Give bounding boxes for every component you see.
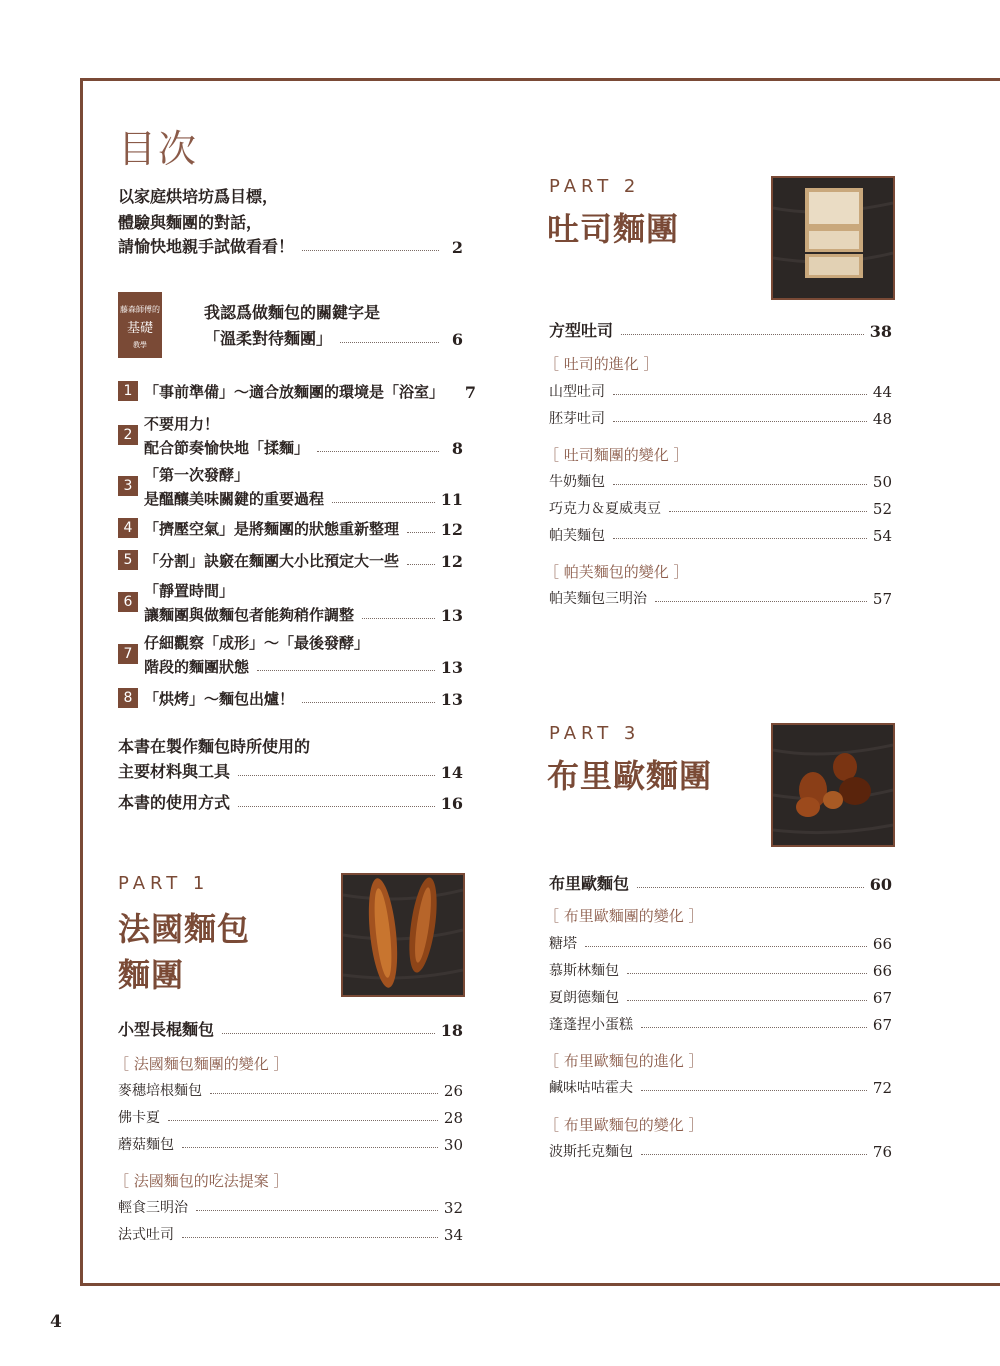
leader-dots xyxy=(655,600,867,602)
page-ref: 13 xyxy=(440,606,463,625)
leader-dots xyxy=(362,617,435,619)
page-ref: 7 xyxy=(464,383,477,402)
step-line-1: 仔細觀察「成形」〜「最後發酵」 xyxy=(144,634,370,652)
page-number: 4 xyxy=(50,1312,62,1332)
page-ref: 34 xyxy=(443,1226,463,1244)
leader-dots xyxy=(302,701,435,703)
toc-entry[interactable] xyxy=(549,1014,892,1034)
toast-photo xyxy=(771,176,895,300)
usage-label: 本書的使用方式 xyxy=(118,793,231,812)
baguette-photo xyxy=(341,873,465,997)
toc-entry[interactable] xyxy=(118,1107,463,1127)
toc-entry[interactable] xyxy=(549,960,892,980)
step-number-6: 6 xyxy=(118,592,138,612)
badge-bottom: 教學 xyxy=(133,341,147,349)
page-ref: 28 xyxy=(443,1109,463,1127)
badge-top: 藤森師傅的 xyxy=(120,305,160,314)
step-number-4: 4 xyxy=(118,518,138,538)
toc-entry-step-2[interactable] xyxy=(144,437,463,458)
badge-mid: 基礎 xyxy=(126,321,153,336)
leader-dots xyxy=(317,450,439,452)
step-number-8: 8 xyxy=(118,688,138,708)
leader-dots xyxy=(613,393,867,395)
page-ref: 30 xyxy=(443,1136,463,1154)
toc-entry-step-6[interactable] xyxy=(144,604,463,625)
leader-dots xyxy=(182,1146,438,1148)
step-label: 「擠壓空氣」是將麵團的狀態重新整理 xyxy=(144,520,400,538)
page-ref: 12 xyxy=(440,552,463,571)
page-ref: 13 xyxy=(440,690,463,709)
part3-title: 布里歐麵團 xyxy=(547,757,713,795)
leader-dots xyxy=(613,483,867,485)
leader-dots xyxy=(238,805,435,807)
toc-entry[interactable] xyxy=(118,1080,463,1100)
leader-dots xyxy=(641,1153,867,1155)
toc-entry[interactable] xyxy=(549,471,892,491)
page-ref: 16 xyxy=(440,794,463,813)
entry-label: 蓬蓬捏小蛋糕 xyxy=(549,1017,633,1033)
page-ref: 76 xyxy=(872,1143,892,1161)
entry-label: 胚芽吐司 xyxy=(549,411,605,427)
toc-entry-part1-main[interactable] xyxy=(118,1017,463,1040)
page-ref: 14 xyxy=(440,763,463,782)
part1-title-line-1: 法國麵包 xyxy=(118,910,251,948)
entry-label: 慕斯林麵包 xyxy=(549,963,619,979)
entry-label: 夏朗德麵包 xyxy=(549,990,619,1006)
part2-section-1: ［ 吐司的進化 ］ xyxy=(544,355,659,373)
part2-title: 吐司麵團 xyxy=(547,210,680,248)
step-label: 階段的麵團狀態 xyxy=(144,658,250,676)
toc-entry[interactable] xyxy=(118,1197,463,1217)
entry-label: 山型吐司 xyxy=(549,384,605,400)
toc-entry-part3-main[interactable] xyxy=(549,871,892,894)
entry-label: 牛奶麵包 xyxy=(549,474,605,490)
entry-label: 鹹味咕咕霍夫 xyxy=(549,1080,633,1096)
materials-line-2: 主要材料與工具 xyxy=(118,762,231,781)
step-number-2: 2 xyxy=(118,425,138,445)
toc-entry-step-7[interactable] xyxy=(144,656,463,677)
toc-entry-usage[interactable] xyxy=(118,790,463,813)
entry-label: 巧克力＆夏威夷豆 xyxy=(549,501,661,517)
page-ref: 8 xyxy=(451,439,463,458)
step-number-1: 1 xyxy=(118,381,138,401)
toc-entry[interactable] xyxy=(549,498,892,518)
entry-label: 糖塔 xyxy=(549,936,577,952)
leader-dots xyxy=(613,537,867,539)
part3-label: PART 3 xyxy=(549,723,641,744)
step-line-1: 「第一次發酵」 xyxy=(144,466,250,484)
step-label: 「事前準備」〜適合放麵團的環境是「浴室」 xyxy=(144,383,445,401)
part2-label: PART 2 xyxy=(549,176,641,197)
materials-line-1: 本書在製作麵包時所使用的 xyxy=(118,737,311,756)
toc-entry[interactable] xyxy=(549,588,892,608)
toc-entry-step-3[interactable] xyxy=(144,488,463,509)
leader-dots xyxy=(407,563,435,565)
page-ref: 52 xyxy=(872,500,892,518)
page-ref: 6 xyxy=(451,330,463,349)
page-ref: 18 xyxy=(440,1021,463,1040)
leader-dots xyxy=(407,531,435,533)
toc-entry-step-1[interactable] xyxy=(144,381,477,402)
part3-section-3: ［ 布里歐麵包的變化 ］ xyxy=(544,1116,704,1134)
page-ref: 67 xyxy=(872,989,892,1007)
intro-heading xyxy=(118,184,278,236)
entry-label: 輕食三明治 xyxy=(118,1200,188,1216)
step-line-1: 「靜置時間」 xyxy=(144,582,235,600)
intro-line-1: 以家庭烘培坊爲目標， xyxy=(118,187,279,206)
entry-label: 法式吐司 xyxy=(118,1227,174,1243)
page-ref: 66 xyxy=(872,935,892,953)
entry-label: 麥穗培根麵包 xyxy=(118,1083,202,1099)
part1-section-2: ［ 法國麵包的吃法提案 ］ xyxy=(114,1172,289,1190)
brioche-photo xyxy=(771,723,895,847)
entry-label: 布里歐麵包 xyxy=(549,874,630,893)
toc-entry[interactable] xyxy=(549,1141,892,1161)
page-title: 目次 xyxy=(118,127,199,171)
page-ref: 66 xyxy=(872,962,892,980)
step-number-5: 5 xyxy=(118,550,138,570)
leader-dots xyxy=(182,1236,438,1238)
intro-line-3: 請愉快地親手試做看看！ xyxy=(118,237,295,256)
entry-label: 帕芙麵包 xyxy=(549,528,605,544)
toc-entry[interactable] xyxy=(549,408,892,428)
entry-label: 佛卡夏 xyxy=(118,1110,160,1126)
part1-label: PART 1 xyxy=(118,873,210,894)
part1-title-line-2: 麵團 xyxy=(118,956,185,994)
toc-entry-part2-main[interactable] xyxy=(549,318,892,341)
toc-entry[interactable] xyxy=(549,381,892,401)
page-ref: 50 xyxy=(872,473,892,491)
page-ref: 60 xyxy=(869,875,892,894)
toc-entry[interactable] xyxy=(118,1134,463,1154)
page-ref: 38 xyxy=(869,322,892,341)
page-ref: 11 xyxy=(440,490,463,509)
step-label: 「分割」訣竅在麵團大小比預定大一些 xyxy=(144,552,400,570)
toc-entry-intro[interactable] xyxy=(118,234,463,257)
leader-dots xyxy=(641,1026,867,1028)
leader-dots xyxy=(168,1119,438,1121)
leader-dots xyxy=(340,341,439,343)
part1-title xyxy=(118,906,250,998)
page-ref: 48 xyxy=(872,410,892,428)
leader-dots xyxy=(621,333,864,335)
page-ref: 57 xyxy=(872,590,892,608)
leader-dots xyxy=(302,249,439,251)
leader-dots xyxy=(210,1092,438,1094)
leader-dots xyxy=(585,945,867,947)
entry-label: 波斯托克麵包 xyxy=(549,1144,633,1160)
step-number-7: 7 xyxy=(118,644,138,664)
leader-dots xyxy=(257,669,435,671)
leader-dots xyxy=(238,774,435,776)
leader-dots xyxy=(637,886,864,888)
leader-dots xyxy=(332,501,435,503)
leader-dots xyxy=(627,999,867,1001)
part2-section-2: ［ 吐司麵團的變化 ］ xyxy=(544,446,689,464)
leader-dots xyxy=(222,1032,435,1034)
part3-section-1: ［ 布里歐麵團的變化 ］ xyxy=(544,907,704,925)
leader-dots xyxy=(613,420,867,422)
step-label: 讓麵團與做麵包者能夠稍作調整 xyxy=(144,606,355,624)
page-ref: 54 xyxy=(872,527,892,545)
toc-entry-materials[interactable] xyxy=(118,759,463,782)
page-ref: 67 xyxy=(872,1016,892,1034)
toc-entry[interactable] xyxy=(549,933,892,953)
page-ref: 32 xyxy=(443,1199,463,1217)
keyword-line-2: 「溫柔對待麵團」 xyxy=(204,329,333,348)
toc-entry-step-4[interactable] xyxy=(144,518,463,539)
leader-dots xyxy=(627,972,867,974)
keyword-line-1: 我認爲做麵包的關鍵字是 xyxy=(204,303,381,322)
page-ref: 13 xyxy=(440,658,463,677)
step-line-1: 不要用力！ xyxy=(144,415,220,433)
leader-dots xyxy=(641,1089,867,1091)
toc-entry[interactable] xyxy=(549,525,892,545)
page-ref: 2 xyxy=(451,238,463,257)
page-ref: 44 xyxy=(872,383,892,401)
part3-section-2: ［ 布里歐麵包的進化 ］ xyxy=(544,1052,704,1070)
step-label: 是醞釀美味關鍵的重要過程 xyxy=(144,490,325,508)
toc-entry-step-8[interactable] xyxy=(144,688,463,709)
entry-label: 小型長棍麵包 xyxy=(118,1020,215,1039)
page-ref: 26 xyxy=(443,1082,463,1100)
entry-label: 帕芙麵包三明治 xyxy=(549,591,647,607)
page-ref: 72 xyxy=(872,1079,892,1097)
toc-entry[interactable] xyxy=(118,1224,463,1244)
part2-section-3: ［ 帕芙麵包的變化 ］ xyxy=(544,563,689,581)
part1-section-1: ［ 法國麵包麵團的變化 ］ xyxy=(114,1055,289,1073)
toc-entry[interactable] xyxy=(549,1077,892,1097)
toc-entry[interactable] xyxy=(549,987,892,1007)
page-ref: 12 xyxy=(440,520,463,539)
entry-label: 蘑菇麵包 xyxy=(118,1137,174,1153)
toc-entry-step-5[interactable] xyxy=(144,550,463,571)
step-label: 「烘烤」〜麵包出爐！ xyxy=(144,690,295,708)
step-label: 配合節奏愉快地「揉麵」 xyxy=(144,439,310,457)
step-number-3: 3 xyxy=(118,476,138,496)
toc-entry-keyword[interactable] xyxy=(204,326,463,349)
leader-dots xyxy=(196,1209,438,1211)
entry-label: 方型吐司 xyxy=(549,321,614,340)
leader-dots xyxy=(669,510,867,512)
intro-line-2: 體驗與麵團的對話， xyxy=(118,213,263,232)
teaching-badge xyxy=(118,292,162,358)
